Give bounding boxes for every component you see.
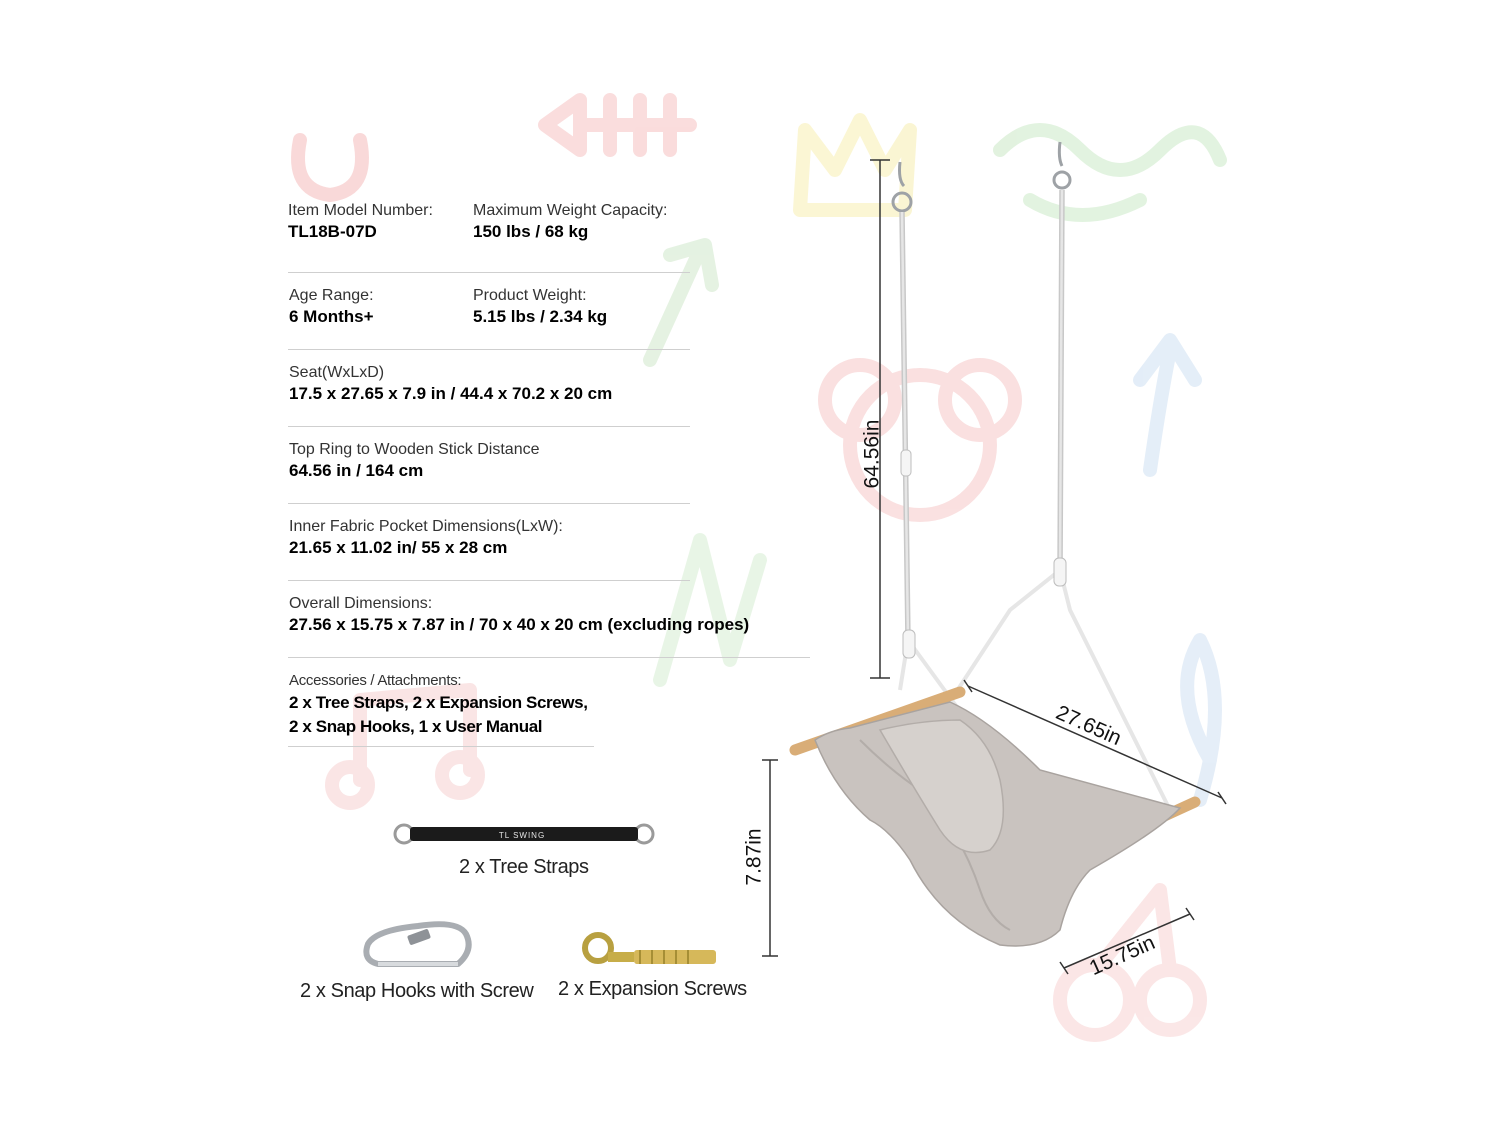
overall-value: 27.56 x 15.75 x 7.87 in / 70 x 40 x 20 cm (excluding ropes) <box>289 615 750 634</box>
capacity-value: 150 lbs / 68 kg <box>473 222 589 241</box>
doodle-red-fishbone <box>545 100 690 150</box>
spec-row-age-weight <box>288 273 690 350</box>
length-dimension-label: 27.65in <box>1052 701 1125 751</box>
spec-table <box>288 196 818 747</box>
distance-value: 64.56 in / 164 cm <box>289 461 424 480</box>
accessories-label: Accessories / Attachments: <box>289 672 462 689</box>
distance-label: Top Ring to Wooden Stick Distance <box>289 441 540 458</box>
swing-illustration <box>740 130 1240 1050</box>
doodle-red-curve <box>298 140 362 195</box>
pocket-value: 21.65 x 11.02 in/ 55 x 28 cm <box>289 538 508 557</box>
accessories-line-1: 2 x Tree Straps, 2 x Expansion Screws, <box>289 693 588 712</box>
spec-row-distance <box>288 427 690 504</box>
right-rope <box>905 190 1062 770</box>
spec-row-model-capacity <box>288 196 690 273</box>
model-label: Item Model Number: <box>288 202 433 219</box>
width-dimension-label: 15.75in <box>1086 931 1159 981</box>
strap-print: TL SWING <box>498 831 546 840</box>
accessories-line-2: 2 x Snap Hooks, 1 x User Manual <box>289 717 543 736</box>
model-value: TL18B-07D <box>288 222 377 241</box>
spec-row-overall <box>288 581 810 658</box>
tree-strap-caption: 2 x Tree Straps <box>459 856 589 878</box>
snap-hook-image <box>358 916 476 976</box>
seat-label: Seat(WxLxD) <box>289 364 385 381</box>
depth-dimension-label: 7.87in <box>742 828 766 886</box>
age-value: 6 Months+ <box>289 307 374 326</box>
weight-label: Product Weight: <box>473 287 587 304</box>
spec-row-seat <box>288 350 690 427</box>
seat-value: 17.5 x 27.65 x 7.9 in / 44.4 x 70.2 x 20 cm <box>289 384 613 403</box>
spec-row-pocket <box>288 504 690 581</box>
snap-hook-caption: 2 x Snap Hooks with Screw <box>300 980 534 1002</box>
pocket-label: Inner Fabric Pocket Dimensions(LxW): <box>289 518 563 535</box>
age-label: Age Range: <box>289 287 374 304</box>
weight-value: 5.15 lbs / 2.34 kg <box>473 307 608 326</box>
expansion-screw-caption: 2 x Expansion Screws <box>558 978 747 1000</box>
height-dimension-label: 64.56in <box>860 419 884 489</box>
expansion-screw-image <box>578 930 728 976</box>
capacity-label: Maximum Weight Capacity: <box>473 202 668 219</box>
tree-strap-image <box>392 820 656 848</box>
right-top-ring <box>1054 142 1070 188</box>
spec-row-accessories <box>288 658 594 747</box>
left-top-ring <box>893 162 911 211</box>
overall-label: Overall Dimensions: <box>289 595 433 612</box>
